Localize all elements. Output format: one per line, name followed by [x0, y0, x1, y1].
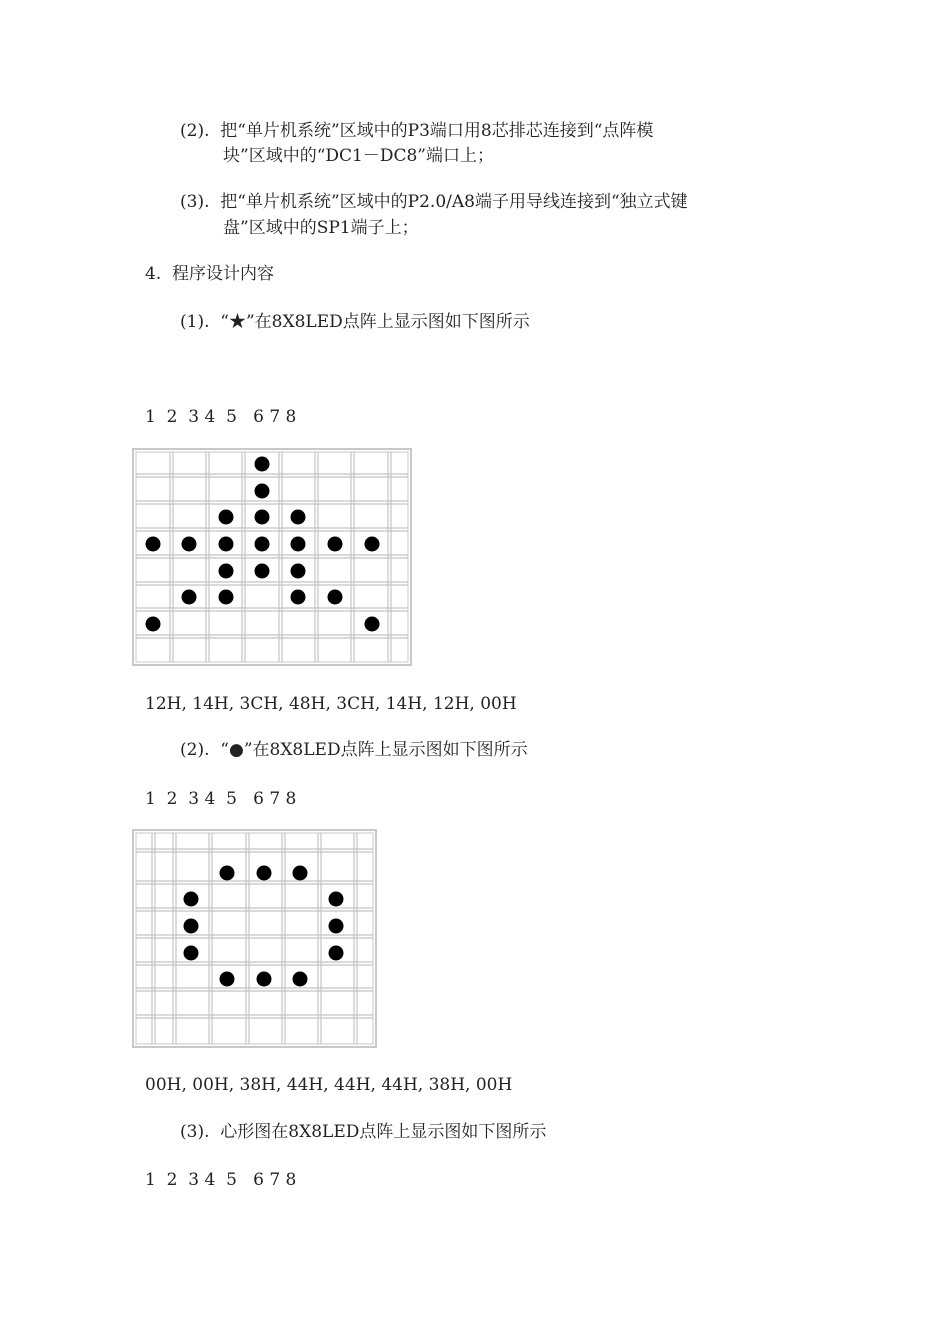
- star-led-dot: [146, 537, 161, 552]
- circle-led-dot: [293, 866, 308, 881]
- item-3-caption: (3). 心形图在8X8LED点阵上显示图如下图所示: [180, 1122, 547, 1142]
- star-led-dot: [291, 510, 306, 525]
- step-3-line-2: 盘”区域中的SP1端子上；: [223, 218, 419, 238]
- star-led-dot: [182, 590, 197, 605]
- step-3-line-1: (3). 把“单片机系统”区域中的P2.0/A8端子用导线连接到“独立式键: [180, 192, 688, 212]
- star-led-dot: [255, 457, 270, 472]
- item-1-caption: (1). “★”在8X8LED点阵上显示图如下图所示: [180, 312, 530, 332]
- circle-led-dot: [293, 972, 308, 987]
- led-matrix-circle: [132, 829, 377, 1048]
- star-led-dot: [219, 590, 234, 605]
- section-4-title: 4. 程序设计内容: [145, 264, 275, 284]
- circle-led-dot: [257, 866, 272, 881]
- star-led-dot: [328, 537, 343, 552]
- star-led-dot: [255, 564, 270, 579]
- circle-led-dot: [329, 946, 344, 961]
- circle-led-dot: [184, 946, 199, 961]
- item-2-caption: (2). “●”在8X8LED点阵上显示图如下图所示: [180, 740, 528, 760]
- star-led-dot: [255, 484, 270, 499]
- circle-led-dot: [329, 892, 344, 907]
- item-2-column-labels: 1 2 3 4 5 6 7 8: [145, 789, 297, 809]
- star-led-dot: [219, 564, 234, 579]
- star-led-dot: [182, 537, 197, 552]
- star-led-dot: [219, 537, 234, 552]
- circle-led-dot: [329, 919, 344, 934]
- circle-led-dot: [184, 919, 199, 934]
- step-2-line-1: (2). 把“单片机系统”区域中的P3端口用8芯排芯连接到“点阵模: [180, 121, 654, 141]
- star-led-dot: [291, 590, 306, 605]
- circle-led-dot: [257, 972, 272, 987]
- circle-led-dot: [184, 892, 199, 907]
- star-led-dot: [255, 510, 270, 525]
- led-matrix-star: [132, 448, 412, 666]
- item-2-hex-codes: 00H, 00H, 38H, 44H, 44H, 44H, 38H, 00H: [145, 1075, 513, 1095]
- star-led-dot: [291, 537, 306, 552]
- item-1-column-labels: 1 2 3 4 5 6 7 8: [145, 407, 297, 427]
- star-led-dot: [219, 510, 234, 525]
- item-1-hex-codes: 12H, 14H, 3CH, 48H, 3CH, 14H, 12H, 00H: [145, 694, 517, 714]
- star-led-dot: [146, 617, 161, 632]
- star-led-dot: [328, 590, 343, 605]
- star-led-dot: [291, 564, 306, 579]
- item-3-column-labels: 1 2 3 4 5 6 7 8: [145, 1170, 297, 1190]
- step-2-line-2: 块”区域中的“DC1－DC8”端口上；: [223, 146, 494, 166]
- star-led-dot: [365, 617, 380, 632]
- circle-led-dot: [220, 866, 235, 881]
- circle-led-dot: [220, 972, 235, 987]
- star-led-dot: [255, 537, 270, 552]
- star-led-dot: [365, 537, 380, 552]
